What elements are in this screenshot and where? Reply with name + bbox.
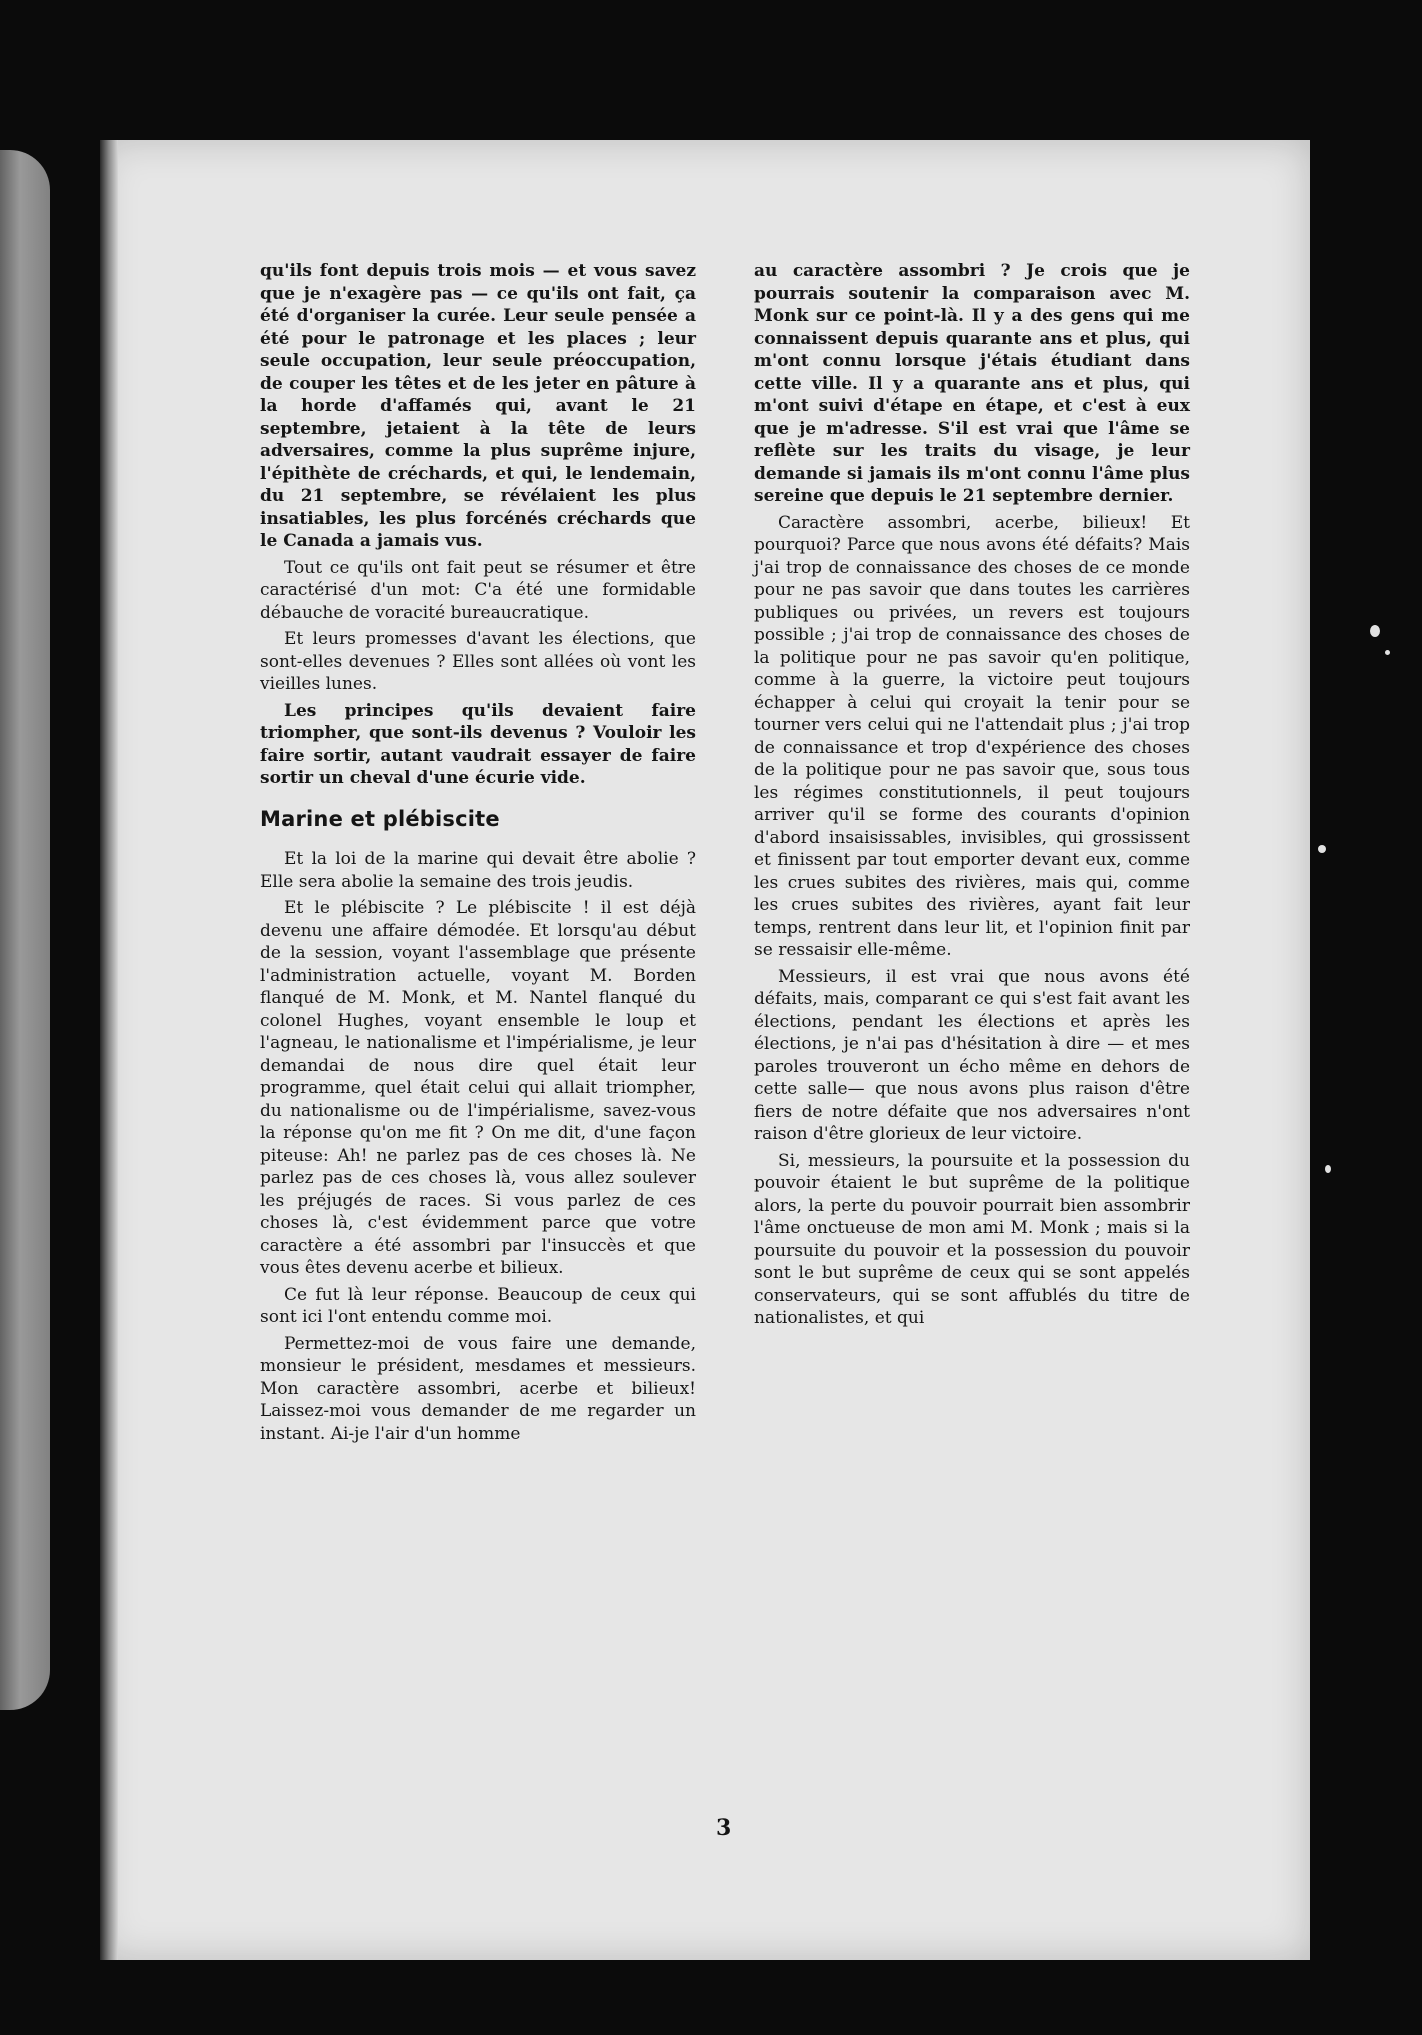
- paragraph: Et leurs promesses d'avant les élections, que sont-elles devenues ? Elles sont allées où vont les vieilles lunes.: [260, 629, 696, 694]
- dust-speck: [1325, 1165, 1331, 1173]
- paragraph: qu'ils font depuis trois mois — et vous savez que je n'exagère pas — ce qu'ils ont fait, ça été d'organiser la curée. Leur seule pensée a été pour le patronage et les places ; leur seule occupation, leur seule préoccupation, de couper les têtes et de les jeter en pâture à la horde d'affamés qui, avant le 21 septembre, jetaient à la tête de leurs adversaires, comme la plus suprême injure, l'épithète de créchards, et qui, le lendemain, du 21 septembre, se révélaient les plus insatiables, les plus forcénés créchards que le Canada a jamais vus.: [260, 261, 696, 551]
- page-binding-shadow: [100, 140, 118, 1960]
- paragraph: Permettez-moi de vous faire une demande, monsieur le président, mesdames et messieurs. Mon caractère assombri, acerbe et bilieux! Laissez-moi vous demander de me regarder un instant. Ai-je l'air d'un homme: [260, 1333, 696, 1444]
- section-heading: Marine et plébiscite: [260, 806, 500, 831]
- paragraph: Ce fut là leur réponse. Beaucoup de ceux qui sont ici l'ont entendu comme moi.: [260, 1284, 696, 1327]
- paragraph: Messieurs, il est vrai que nous avons été défaits, mais, comparant ce qui s'est fait avant les élections, pendant les élections et après les élections, je n'ai pas d'hésitation à dire — et mes paroles trouveront un écho même en dehors de cette salle— que nous avons plus raison d'être fiers de notre défaite que nos adversaires n'ont raison d'être glorieux de leur victoire.: [754, 966, 1190, 1144]
- paragraph: Tout ce qu'ils ont fait peut se résumer et être caractérisé d'un mot: C'a été une formidable débauche de voracité bureaucratique.: [260, 557, 696, 623]
- text-columns: [260, 260, 1190, 1820]
- adjacent-page-edge: [0, 150, 50, 1710]
- paragraph: Si, messieurs, la poursuite et la possession du pouvoir étaient le but suprême de la politique alors, la perte du pouvoir pourrait bien assombrir l'âme onctueuse de mon ami M. Monk ; mais si la poursuite du pouvoir et la possession du pouvoir sont le but suprême de ceux qui se sont appelés conservateurs, qui se sont affublés du titre de nationalistes, et qui: [754, 1150, 1190, 1328]
- dust-speck: [1385, 650, 1390, 655]
- page-number: 3: [716, 1815, 732, 1841]
- right-column: [754, 260, 1190, 1820]
- paragraph: Et le plébiscite ? Le plébiscite ! il est déjà devenu une affaire démodée. Et lorsqu'au début de la session, voyant l'assemblage que présente l'administration actuelle, voyant M. Borden flanqué de M. Monk, et M. Nantel flanqué du colonel Hughes, voyant ensemble le loup et l'agneau, le nationalisme et l'impérialisme, je leur demandai de nous dire quel était leur programme, quel était celui qui allait triompher, du nationalisme ou de l'impérialisme, savez-vous la réponse qu'on me fit ? On me dit, d'une façon piteuse: Ah! ne parlez pas de ces choses là. Ne parlez pas de ces choses là, vous allez soulever les préjugés de races. Si vous parlez de ces choses là, c'est évidemment parce que votre caractère a été assombri par l'insuccès et que vous êtes devenu acerbe et bilieux.: [260, 898, 696, 1278]
- left-column: [260, 260, 696, 1820]
- paragraph: Et la loi de la marine qui devait être abolie ? Elle sera abolie la semaine des trois jeudis.: [260, 849, 696, 892]
- dust-speck: [1370, 625, 1380, 637]
- paragraph: Caractère assombri, acerbe, bilieux! Et pourquoi? Parce que nous avons été défaits? Mais j'ai trop de connaissance des choses de ce monde pour ne pas savoir que dans toutes les carrières publiques ou privées, un revers est toujours possible ; j'ai trop de connaissance des choses de la politique pour ne pas savoir qu'en politique, comme à la guerre, la victoire peut toujours échapper à celui qui croyait la tenir pour se tourner vers celui qui ne l'attendait plus ; j'ai trop de connaissance et trop d'expérience des choses de la politique pour ne pas savoir que, sous tous les régimes constitutionnels, il peut toujours arriver qu'il se forme des courants d'opinion d'abord insaisissables, invisibles, qui grossissent et finissent par tout emporter devant eux, comme les crues subites des rivières, mais qui, comme les crues subites des rivières, ayant fait leur temps, rentrent dans leur lit, et l'opinion finit par se ressaisir elle-même.: [754, 512, 1190, 960]
- dust-speck: [1318, 845, 1326, 853]
- paragraph: Les principes qu'ils devaient faire triompher, que sont-ils devenus ? Vouloir les faire sortir, autant vaudrait essayer de faire sortir un cheval d'une écurie vide.: [260, 700, 696, 788]
- paragraph: au caractère assombri ? Je crois que je pourrais soutenir la comparaison avec M. Monk sur ce point-là. Il y a des gens qui me connaissent depuis quarante ans et plus, qui m'ont connu lorsque j'étais étudiant dans cette ville. Il y a quarante ans et plus, qui m'ont suivi d'étape en étape, et c'est à eux que je m'adresse. S'il est vrai que l'âme se reflète sur les traits du visage, je leur demande si jamais ils m'ont connu l'âme plus sereine que depuis le 21 septembre dernier.: [754, 261, 1190, 506]
